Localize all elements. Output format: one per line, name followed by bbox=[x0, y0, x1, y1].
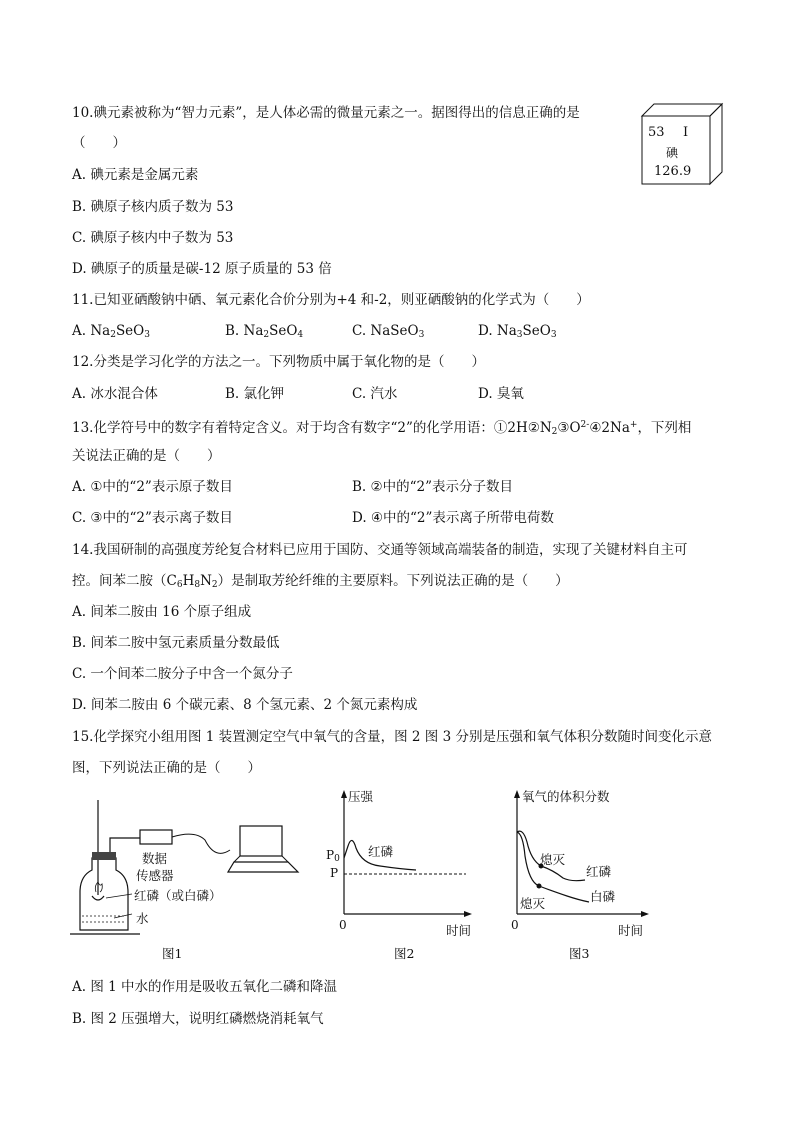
q14-option-b: B. 间苯二胺中氢元素质量分数最低 bbox=[72, 635, 280, 651]
fig1-water-label: 水 bbox=[136, 911, 149, 926]
iodine-element-card bbox=[640, 102, 722, 184]
q13-stem: 13.化学符号中的数字有着特定含义。对于均含有数字“2”的化学用语：$①2H②N_2③O^{2-}④2Na^+$，下列相 bbox=[72, 420, 692, 437]
q14-option-a: A. 间苯二胺由 16 个原子组成 bbox=[72, 604, 252, 620]
element-mass: 126.9 bbox=[654, 164, 692, 179]
q12-option-a: A. 冰水混合体 bbox=[72, 386, 158, 402]
fig1-red-phosphorus-label: 红磷（或白磷） bbox=[134, 888, 222, 903]
q10-option-b: B. 碘原子核内质子数为 53 bbox=[72, 199, 234, 215]
q10-option-d: D. 碘原子的质量是碳-12 原子质量的 53 倍 bbox=[72, 261, 332, 277]
fig2-curve-label: 红磷 bbox=[368, 844, 394, 859]
q11-option-a: A. $Na_2SeO_3$ bbox=[72, 323, 150, 340]
fig1-sensor-label-2: 传感器 bbox=[136, 868, 174, 883]
q11-option-d: D. $Na_3SeO_3$ bbox=[478, 323, 557, 340]
fig2-p-label: P bbox=[330, 866, 339, 880]
q15-option-a: A. 图 1 中水的作用是吸收五氧化二磷和降温 bbox=[72, 979, 338, 995]
q14-option-c: C. 一个间苯二胺分子中含一个氮分子 bbox=[72, 666, 293, 682]
figure1-apparatus bbox=[70, 800, 310, 940]
q13-option-b: B. ②中的“2”表示分子数目 bbox=[352, 479, 513, 495]
q13-stem-cont: 关说法正确的是（ ） bbox=[72, 448, 221, 464]
fig1-sensor-label-1: 数据 bbox=[142, 851, 168, 866]
q13-option-c: C. ③中的“2”表示离子数目 bbox=[72, 510, 233, 526]
q14-stem-cont: 控。间苯二胺$(C_6H_8N_2)$是制取芳纶纤维的主要原料。下列说法正确的是（ ） bbox=[72, 573, 569, 590]
fig2-p0-label: $P_0$ bbox=[326, 848, 340, 864]
q12-option-d: D. 臭氧 bbox=[478, 386, 524, 402]
fig2-xlabel: 时间 bbox=[446, 923, 472, 938]
figure2-pressure-chart bbox=[330, 786, 480, 926]
fig2-ylabel: 压强 bbox=[348, 789, 374, 804]
q12-stem: 12.分类是学习化学的方法之一。下列物质中属于氧化物的是（ ） bbox=[72, 354, 485, 370]
q14-option-d: D. 间苯二胺由 6 个碳元素、8 个氢元素、2 个氮元素构成 bbox=[72, 697, 418, 713]
element-number: 53 bbox=[648, 125, 665, 140]
q10-stem: 10.碘元素被称为“智力元素”，是人体必需的微量元素之一。据图得出的信息正确的是 bbox=[72, 105, 580, 121]
fig3-white-phosphorus-label: 白磷 bbox=[590, 889, 616, 904]
q10-option-a: A. 碘元素是金属元素 bbox=[72, 167, 199, 183]
fig1-caption: 图1 bbox=[162, 946, 183, 961]
q13-option-a: A. ①中的“2”表示原子数目 bbox=[72, 479, 233, 495]
q15-stem: 15.化学探究小组用图 1 装置测定空气中氧气的含量，图 2 图 3 分别是压强和氧气体积分数随时间变化示意 bbox=[72, 729, 712, 745]
fig3-extinguish-label-2: 熄灭 bbox=[520, 896, 546, 911]
fig3-caption: 图3 bbox=[569, 946, 590, 961]
q14-stem: 14.我国研制的高强度芳纶复合材料已应用于国防、交通等领域高端装备的制造，实现了关键材料自主可 bbox=[72, 542, 688, 558]
q11-option-c: C. NaSeO$_3$ bbox=[352, 323, 425, 340]
q12-option-c: C. 汽水 bbox=[352, 386, 398, 402]
q11-stem: 11.已知亚硒酸钠中硒、氧元素化合价分别为+4 和-2，则亚硒酸钠的化学式为（ ） bbox=[72, 292, 590, 308]
fig3-red-phosphorus-label: 红磷 bbox=[586, 864, 612, 879]
q15-option-b: B. 图 2 压强增大，说明红磷燃烧消耗氧气 bbox=[72, 1011, 324, 1027]
fig3-extinguish-label-1: 熄灭 bbox=[540, 852, 566, 867]
fig2-caption: 图2 bbox=[394, 946, 415, 961]
fig3-origin: 0 bbox=[511, 918, 519, 932]
element-name: 碘 bbox=[666, 146, 679, 160]
fig3-xlabel: 时间 bbox=[618, 923, 644, 938]
q10-option-c: C. 碘原子核内中子数为 53 bbox=[72, 230, 234, 246]
fig3-white-extinguish-point bbox=[537, 884, 542, 889]
fig2-origin: 0 bbox=[339, 918, 347, 932]
element-symbol: I bbox=[683, 125, 689, 140]
q12-option-b: B. 氯化钾 bbox=[225, 386, 285, 402]
q11-option-b: B. $Na_2SeO_4$ bbox=[225, 323, 304, 340]
fig3-ylabel: 氧气的体积分数 bbox=[522, 789, 610, 804]
q10-paren: （ ） bbox=[72, 135, 126, 151]
q15-stem-cont: 图，下列说法正确的是（ ） bbox=[72, 760, 261, 776]
q13-option-d: D. ④中的“2”表示离子所带电荷数 bbox=[352, 510, 554, 526]
